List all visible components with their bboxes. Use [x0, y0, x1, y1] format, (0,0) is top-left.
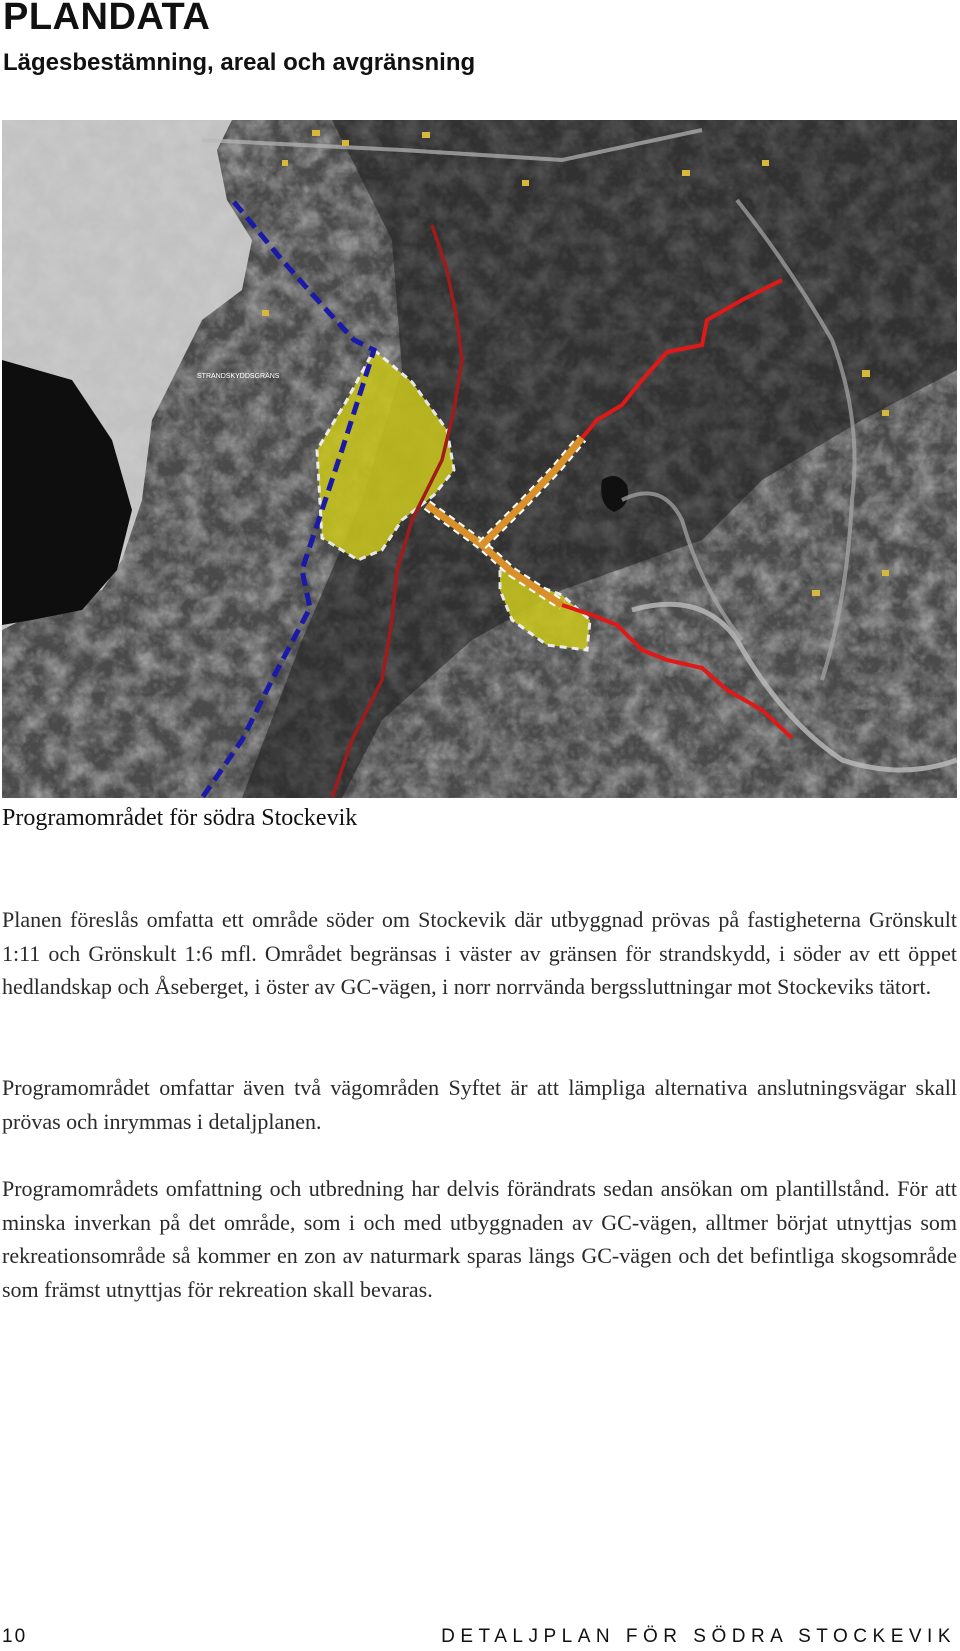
strandskydd-label: STRANDSKYDDSGRÄNS [197, 373, 280, 380]
paragraph-intro: Planen föreslås omfatta ett område söder om Stockevik där utbyggnad prövas på fastigheterna Grönskult 1:11 och Grönskult 1:6 mfl. Området begränsas i väster av gränsen för strandskydd, i söder av ett öppet hedlandskap och Åseberget, i öster av GC-vägen, i norr norrvända bergssluttningar mot Stockeviks tätort. [2, 907, 957, 1000]
page-title: PLANDATA [3, 0, 211, 38]
map-caption: Programområdet för södra Stockevik [2, 805, 358, 831]
paragraph-road-areas: Programområdet omfattar även två vägområden Syftet är att lämpliga alternativa anslutningsvägar skall prövas och inrymmas i detaljplanen. [2, 1075, 957, 1134]
page-number: 10 [2, 1626, 28, 1647]
paragraph-changes: Programområdets omfattning och utbredning har delvis förändrats sedan ansökan om plantillstånd. För att minska inverkan på det område, som i och med utbyggnaden av GC-vägen, alltmer börjat utnyttjas som rekreationsområde så kommer en zon av naturmark sparas längs GC-vägen och det befintliga skogsområde som främst utnyttjas för rekreation skall bevaras. [2, 1176, 957, 1302]
section-subtitle: Lägesbestämning, areal och avgränsning [3, 49, 476, 76]
aerial-map [2, 120, 957, 798]
document-title: DETALJPLAN FÖR SÖDRA STOCKEVIK [441, 1626, 956, 1647]
